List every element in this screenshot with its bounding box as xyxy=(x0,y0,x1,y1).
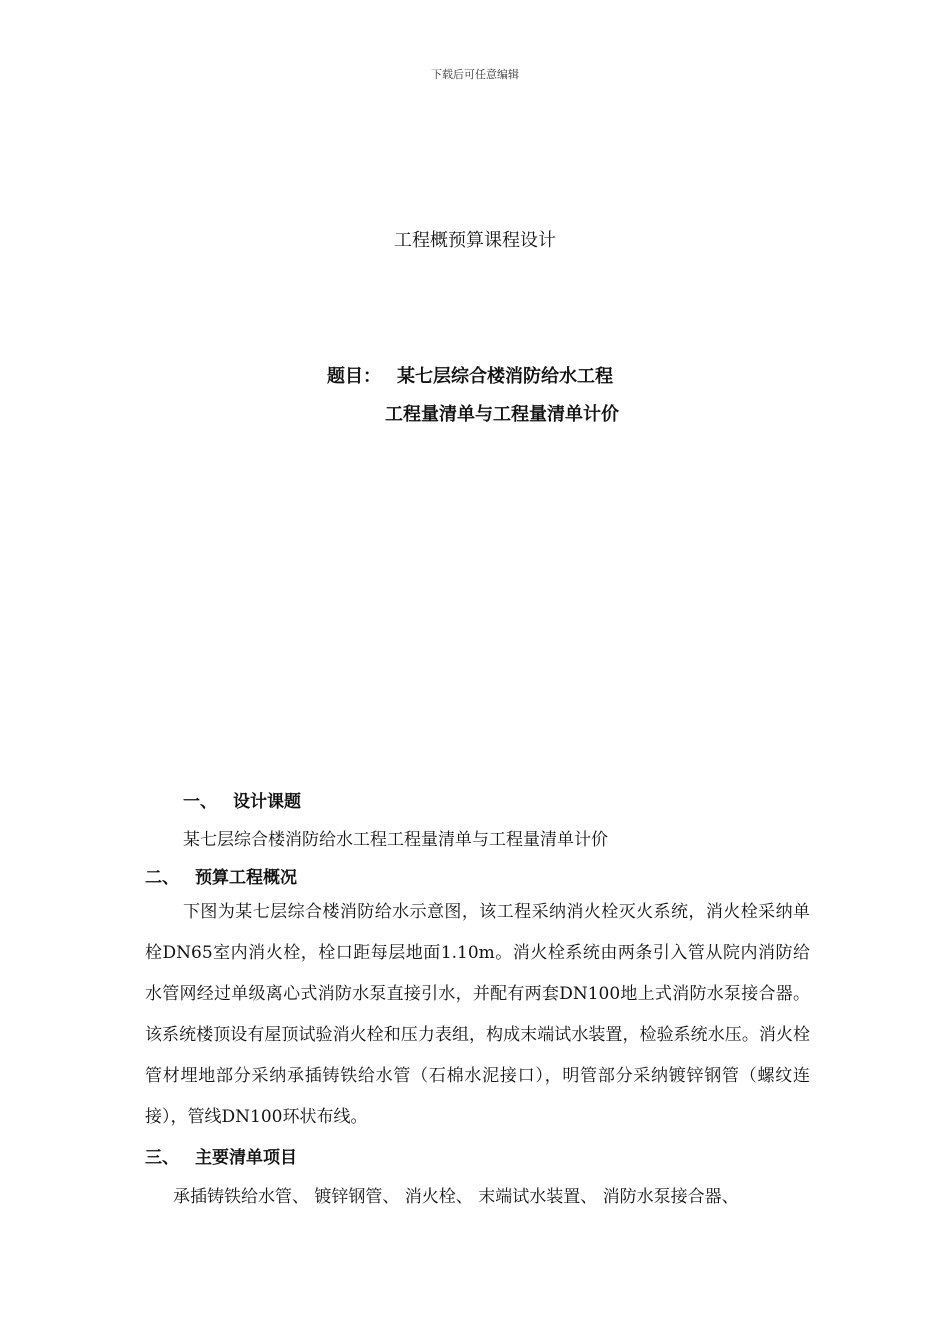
topic-title-1: 某七层综合楼消防给水工程 xyxy=(397,366,613,387)
section-1-number: 一、 xyxy=(183,792,217,812)
topic-label: 题目： xyxy=(327,366,381,387)
topic-title-2: 工程量清单与工程量清单计价 xyxy=(385,404,619,425)
topic-line-1 xyxy=(327,362,613,388)
section-1-title: 设计课题 xyxy=(233,792,301,812)
header-note: 下载后可任意编辑 xyxy=(431,68,519,81)
section-2-title: 预算工程概况 xyxy=(195,868,297,888)
section-3-heading xyxy=(145,1143,297,1168)
section-1-heading xyxy=(183,787,301,812)
section-3-title: 主要清单项目 xyxy=(195,1148,297,1168)
section-1-body: 某七层综合楼消防给水工程工程量清单与工程量清单计价 xyxy=(183,830,608,850)
section-3-number: 三、 xyxy=(145,1148,179,1168)
section-3-body: 承插铸铁给水管、 镀锌钢管、 消火栓、 末端试水装置、 消防水泵接合器、 xyxy=(173,1187,739,1207)
section-2-body: 下图为某七层综合楼消防给水示意图，该工程采纳消火栓灭火系统，消火栓采纳单栓DN65室内消火栓，栓口距每层地面1.10m。消火栓系统由两条引入管从院内消防给水管网经过单级离心式消防水泵直接引水，并配有两套DN100地上式消防水泵接合器。该系统楼顶设有屋顶试验消火栓和压力表组，构成末端试水装置，检验系统水压。消火栓管材埋地部分采纳承插铸铁给水管（石棉水泥接口），明管部分采纳镀锌钢管（螺纹连接），管线DN100环状布线。 xyxy=(145,902,810,1127)
section-2-number: 二、 xyxy=(145,868,179,888)
section-2-heading xyxy=(145,863,297,888)
course-title: 工程概预算课程设计 xyxy=(394,230,556,251)
